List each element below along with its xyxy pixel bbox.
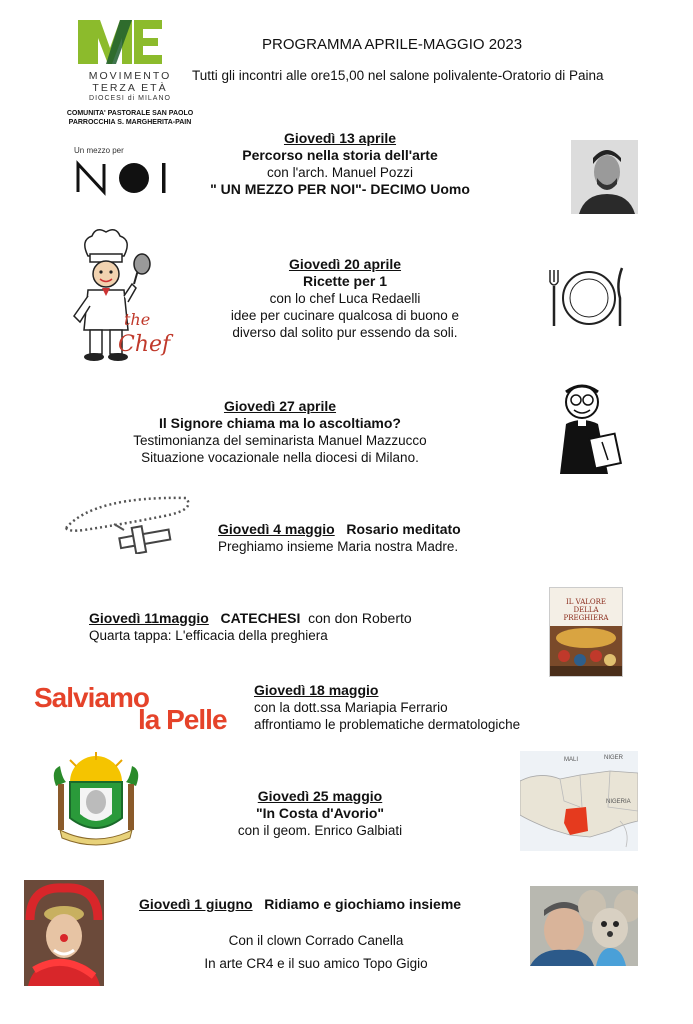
- book-title3: PREGHIERA: [563, 614, 609, 622]
- book-title1: IL VALORE: [565, 598, 607, 606]
- salviamo-la-pelle-logo: [34, 682, 244, 738]
- ivory-coast-emblem: [40, 752, 152, 850]
- book-cover: [549, 587, 623, 677]
- map-label: MALI: [564, 757, 579, 763]
- event-title: Percorso nella storia dell'arte: [242, 147, 438, 163]
- event-line: con la dott.ssa Mariapia Ferrario: [254, 700, 448, 715]
- speaker-photo: [571, 140, 638, 214]
- event-line: Preghiamo insieme Maria nostra Madre.: [218, 539, 459, 554]
- event-line: Quarta tappa: L'efficacia della preghiera: [89, 628, 328, 643]
- event-title: Ridiamo e giochiamo insieme: [264, 896, 462, 912]
- event-title: Il Signore chiama ma lo ascoltiamo?: [159, 415, 401, 431]
- event-date: Giovedì 4 maggio: [218, 521, 335, 537]
- noi-logo-big: [74, 160, 174, 196]
- event-line: Situazione vocazionale nella diocesi di Milano.: [141, 450, 419, 465]
- event-date: Giovedì 18 maggio: [254, 682, 379, 698]
- logo-word1: Salviamo: [34, 682, 149, 713]
- event-date: Giovedì 27 aprile: [223, 398, 337, 414]
- west-africa-map: [520, 751, 638, 851]
- chef-illustration: [66, 226, 171, 364]
- event-title: Rosario meditato: [346, 521, 461, 537]
- clown-photo: [24, 880, 104, 986]
- chef-word1: the: [124, 310, 151, 329]
- noi-logo: [72, 146, 182, 198]
- event-line: diverso dal solito pur essendo da soli.: [232, 325, 458, 340]
- event-date: Giovedì 11maggio: [89, 610, 209, 626]
- event-line: Con il clown Corrado Canella: [228, 933, 404, 948]
- mte-logo: [60, 18, 200, 128]
- event-line: con il geom. Enrico Galbiati: [237, 823, 403, 838]
- event-line: affrontiamo le problematiche dermatologiche: [254, 717, 521, 732]
- map-label: NIGER: [604, 755, 624, 761]
- chef-word2: Chef: [118, 332, 171, 357]
- event-line: con lo chef Luca Redaelli: [269, 291, 421, 306]
- plate-cutlery-icon: [546, 264, 628, 330]
- community-line1: COMUNITA' PASTORALE SAN PAOLO: [66, 110, 194, 117]
- mte-logo-line3: DIOCESI di MILANO: [89, 95, 171, 102]
- event-date: Giovedì 20 aprile: [288, 256, 402, 272]
- event-line: Testimonianza del seminarista Manuel Mazzucco: [133, 433, 427, 448]
- event-line: con l'arch. Manuel Pozzi: [267, 165, 413, 180]
- priest-illustration: [552, 380, 628, 476]
- community-line2: PARROCCHIA S. MARGHERITA-PAIN: [68, 119, 192, 126]
- event-title: "In Costa d'Avorio": [255, 805, 385, 821]
- event-title: Ricette per 1: [302, 273, 388, 289]
- map-label: NIGERIA: [606, 799, 631, 805]
- event-date: Giovedì 1 giugno: [139, 896, 253, 912]
- noi-logo-small: Un mezzo per: [74, 146, 124, 155]
- event-line: In arte CR4 e il suo amico Topo Gigio: [204, 956, 428, 971]
- logo-word2: la Pelle: [138, 704, 227, 735]
- event-date: Giovedì 25 maggio: [257, 788, 383, 804]
- event-speaker: con don Roberto: [308, 610, 412, 626]
- rosary-illustration: [54, 490, 196, 554]
- event-title: CATECHESI: [220, 610, 301, 626]
- event-date: Giovedì 13 aprile: [283, 130, 397, 146]
- mte-logo-mark: [76, 18, 166, 68]
- page-subtitle: Tutti gli incontri alle ore15,00 nel salone polivalente-Oratorio di Paina: [192, 68, 604, 83]
- page-title: PROGRAMMA APRILE-MAGGIO 2023: [262, 36, 523, 53]
- mte-logo-line1: MOVIMENTO: [88, 70, 172, 82]
- event-line: " UN MEZZO PER NOI"- DECIMO Uomo: [210, 181, 470, 197]
- mte-logo-line2: TERZA ETÀ: [92, 82, 168, 94]
- event-line: idee per cucinare qualcosa di buono e: [230, 308, 460, 323]
- topo-gigio-photo: [530, 886, 638, 966]
- book-title2: DELLA: [573, 606, 599, 614]
